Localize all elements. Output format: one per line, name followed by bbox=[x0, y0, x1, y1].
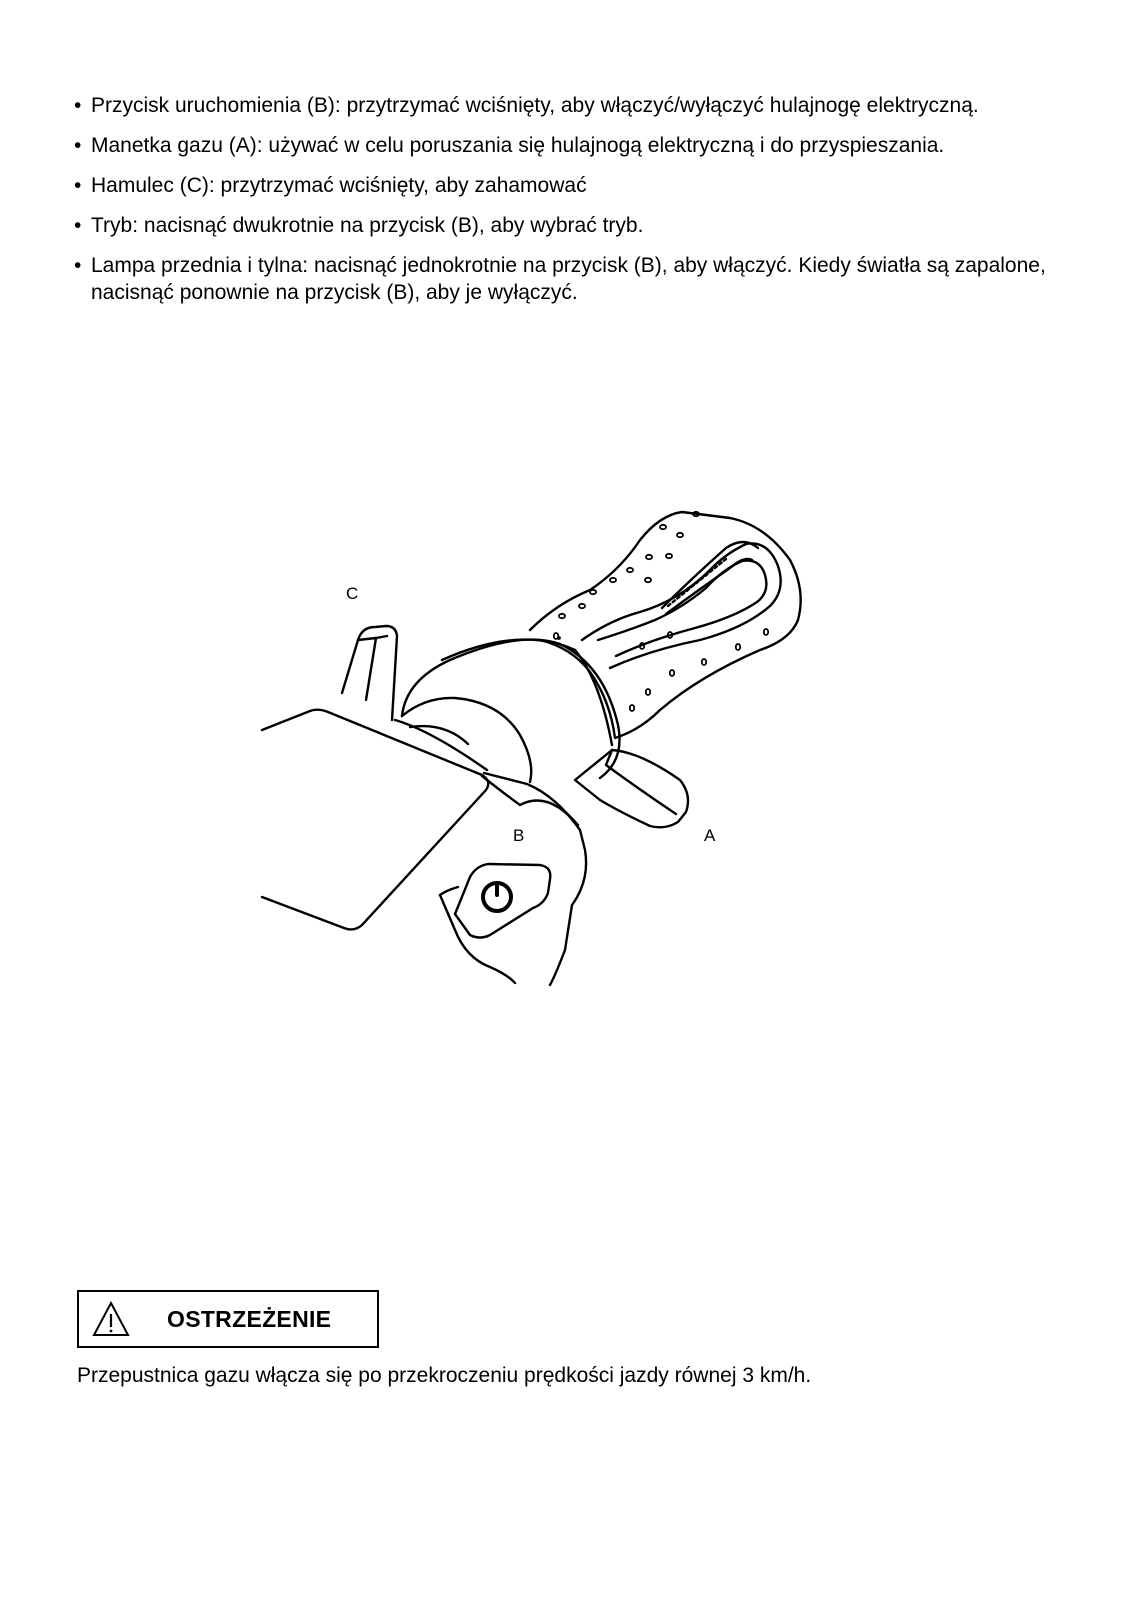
label-b: B bbox=[513, 826, 525, 845]
instruction-item: • Hamulec (C): przytrzymać wciśnięty, aby zahamować bbox=[74, 172, 1064, 199]
warning-box bbox=[77, 1290, 379, 1348]
label-a: A bbox=[704, 826, 716, 845]
throttle-paddle-illustration bbox=[575, 750, 688, 827]
warning-title: OSTRZEŻENIE bbox=[167, 1306, 332, 1332]
label-c: C bbox=[346, 584, 359, 603]
housing-illustration bbox=[262, 710, 586, 985]
grip-dots bbox=[554, 512, 768, 711]
instruction-item: • Przycisk uruchomienia (B): przytrzymać wciśnięty, aby włączyć/wyłączyć hulajnogę elektryczną. bbox=[74, 92, 1064, 119]
warning-triangle-icon bbox=[91, 1300, 131, 1338]
power-button-illustration bbox=[455, 864, 550, 938]
throttle-collar-illustration bbox=[402, 640, 620, 782]
instruction-item: • Manetka gazu (A): używać w celu poruszania się hulajnogą elektryczną i do przyspieszania. bbox=[74, 132, 1064, 159]
grip-illustration bbox=[530, 512, 801, 738]
instruction-item: • Tryb: nacisnąć dwukrotnie na przycisk (B), aby wybrać tryb. bbox=[74, 212, 1064, 239]
warning-text: Przepustnica gazu włącza się po przekroczeniu prędkości jazdy równej 3 km/h. bbox=[77, 1364, 812, 1387]
instruction-list bbox=[74, 92, 1064, 319]
instruction-item: • Lampa przednia i tylna: nacisnąć jednokrotnie na przycisk (B), aby włączyć. Kiedy światła są zapalone, nacisnąć ponownie na przycisk (B), aby je wyłączyć. bbox=[74, 252, 1064, 306]
brake-lever-illustration bbox=[342, 626, 397, 720]
